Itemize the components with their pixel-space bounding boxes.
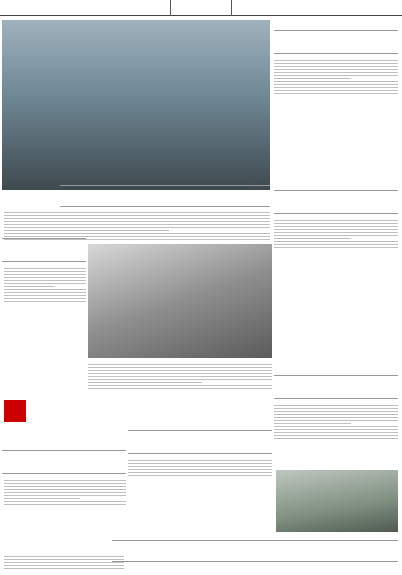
body-text — [274, 60, 398, 96]
main-photo — [2, 20, 270, 190]
headline-right-bottom — [274, 375, 398, 399]
headline-left-1 — [2, 238, 86, 262]
headline-left-2 — [2, 450, 126, 474]
headline-bottom — [112, 540, 398, 562]
body-text — [4, 556, 124, 571]
crowd-photo — [88, 244, 272, 358]
headline-mid-right — [274, 190, 398, 214]
headline-top-right — [274, 30, 398, 54]
body-text — [88, 364, 272, 391]
body-text — [4, 268, 86, 304]
body-text — [274, 220, 398, 250]
body-text — [4, 480, 126, 507]
masthead — [0, 0, 402, 16]
headline-main — [60, 185, 270, 207]
field-photo — [276, 470, 398, 532]
headline-center — [128, 430, 272, 454]
graphic — [4, 400, 26, 422]
body-text — [274, 405, 398, 441]
section-label — [170, 0, 232, 16]
body-text — [128, 460, 272, 478]
